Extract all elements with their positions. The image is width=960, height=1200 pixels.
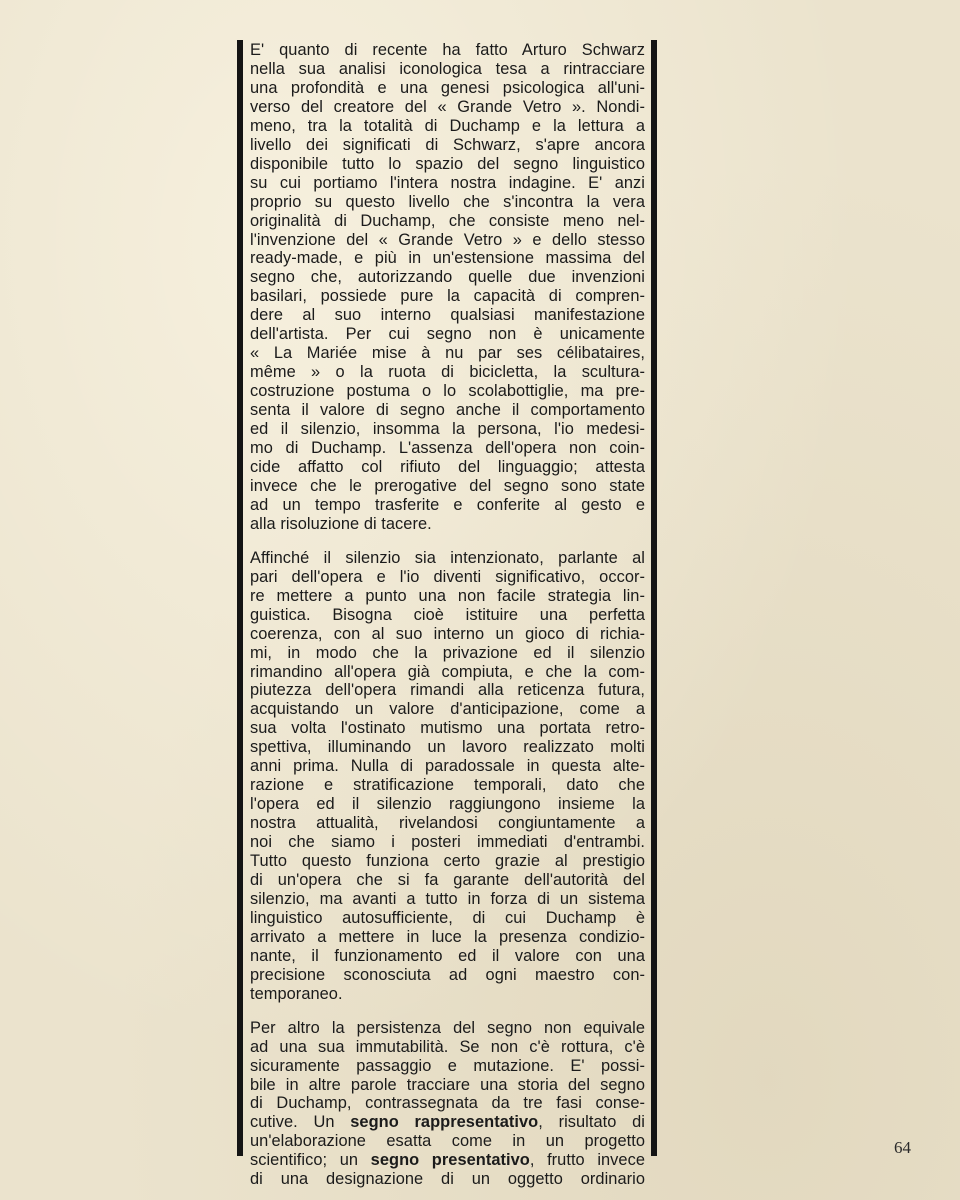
text-line: originalità di Duchamp, che consiste meno nel- bbox=[250, 211, 645, 230]
paragraph-2 bbox=[250, 549, 645, 1004]
text-line: arrivato a mettere in luce la presenza condizio- bbox=[250, 927, 645, 946]
text-fragment: , frutto invece bbox=[529, 1151, 645, 1170]
text-line: nostra attualità, rivelandosi congiuntamente a bbox=[250, 814, 645, 833]
text-line: Affinché il silenzio sia intenzionato, parlante al bbox=[250, 548, 645, 567]
text-line: segno che, autorizzando quelle due invenzioni bbox=[250, 268, 645, 287]
text-line: alla risoluzione di tacere. bbox=[250, 514, 432, 533]
text-line: noi che siamo i posteri immediati d'entrambi. bbox=[250, 833, 645, 852]
text-line: ready-made, e più in un'estensione massima del bbox=[250, 249, 645, 268]
text-line: senta il valore di segno anche il comportamento bbox=[250, 401, 645, 420]
text-line: una profondità e una genesi psicologica all'uni- bbox=[250, 78, 645, 97]
text-line: nante, il funzionamento ed il valore con una bbox=[250, 946, 645, 965]
text-line: Per altro la persistenza del segno non equivale bbox=[250, 1018, 645, 1037]
text-line: meno, tra la totalità di Duchamp e la lettura a bbox=[250, 116, 645, 135]
paragraph-3 bbox=[250, 1019, 645, 1190]
text-line: di una designazione di un oggetto ordinario bbox=[250, 1170, 645, 1189]
text-line: mi, in modo che la privazione ed il silenzio bbox=[250, 643, 645, 662]
bold-term: segno presentativo bbox=[370, 1151, 530, 1170]
text-line-with-term bbox=[250, 1151, 645, 1170]
text-line: l'opera ed il silenzio raggiungono insieme la bbox=[250, 795, 645, 814]
text-line: di Duchamp, contrassegnata da tre fasi conse- bbox=[250, 1094, 645, 1113]
text-line: sicuramente passaggio e mutazione. E' possi- bbox=[250, 1056, 645, 1075]
bold-term: segno rappresentativo bbox=[350, 1113, 539, 1132]
text-line: su cui portiamo l'intera nostra indagine. E' anzi bbox=[250, 173, 645, 192]
text-line: re mettere a punto una non facile strategia lin- bbox=[250, 586, 645, 605]
text-line: bile in altre parole tracciare una storia del segno bbox=[250, 1075, 645, 1094]
text-line: proprio su questo livello che s'incontra la vera bbox=[250, 192, 645, 211]
text-line: « La Mariée mise à nu par ses célibataires, bbox=[250, 344, 645, 363]
text-line: ad una sua immutabilità. Se non c'è rottura, c'è bbox=[250, 1037, 645, 1056]
text-line: cide affatto col rifiuto del linguaggio; attesta bbox=[250, 457, 645, 476]
text-line: spettiva, illuminando un lavoro realizzato molti bbox=[250, 738, 645, 757]
text-line-with-term bbox=[250, 1113, 645, 1132]
text-line: guistica. Bisogna cioè istituire una perfetta bbox=[250, 605, 645, 624]
text-line: precisione sconosciuta ad ogni maestro con- bbox=[250, 965, 645, 984]
text-line: razione e stratificazione temporali, dato che bbox=[250, 776, 645, 795]
text-line: verso del creatore del « Grande Vetro ». Nondi- bbox=[250, 97, 645, 116]
text-line: silenzio, ma avanti a tutto in forza di un sistema bbox=[250, 889, 645, 908]
text-line: nella sua analisi iconologica tesa a rintracciare bbox=[250, 59, 645, 78]
text-line: rimandino all'opera già compiuta, e che la com- bbox=[250, 662, 645, 681]
text-line: ad un tempo trasferite e conferite al gesto e bbox=[250, 495, 645, 514]
text-line: même » o la ruota di bicicletta, la scultura- bbox=[250, 363, 645, 382]
text-line: dere al suo interno qualsiasi manifestazione bbox=[250, 306, 645, 325]
text-line: basilari, possiede pure la capacità di compren- bbox=[250, 287, 645, 306]
text-line: un'elaborazione esatta come in un progetto bbox=[250, 1132, 645, 1151]
text-fragment: , risultato di bbox=[538, 1113, 645, 1132]
text-line: mo di Duchamp. L'assenza dell'opera non coin- bbox=[250, 439, 645, 458]
text-line: ed il silenzio, insomma la persona, l'io medesi- bbox=[250, 420, 645, 439]
text-column bbox=[237, 40, 657, 1189]
text-line: Tutto questo funziona certo grazie al prestigio bbox=[250, 852, 645, 871]
text-fragment: scientifico; un bbox=[250, 1151, 359, 1170]
text-line: coerenza, con al suo interno un gioco di richia- bbox=[250, 624, 645, 643]
text-line: sua volta l'ostinato mutismo una portata retro- bbox=[250, 719, 645, 738]
text-line: E' quanto di recente ha fatto Arturo Schwarz bbox=[250, 41, 645, 59]
text-line: disponibile tutto lo spazio del segno linguistico bbox=[250, 154, 645, 173]
text-line: costruzione postuma o lo scolabottiglie, ma pre- bbox=[250, 382, 645, 401]
text-line: temporaneo. bbox=[250, 984, 343, 1003]
text-line: invece che le prerogative del segno sono state bbox=[250, 476, 645, 495]
text-line: piutezza dell'opera rimandi alla reticenza futura, bbox=[250, 681, 645, 700]
text-line: pari dell'opera e l'io diventi significativo, occor- bbox=[250, 567, 645, 586]
text-line: linguistico autosufficiente, di cui Duchamp è bbox=[250, 908, 645, 927]
text-line: livello dei significati di Schwarz, s'apre ancora bbox=[250, 135, 645, 154]
page-number: 64 bbox=[894, 1138, 911, 1157]
text-line: l'invenzione del « Grande Vetro » e dello stesso bbox=[250, 230, 645, 249]
text-line: dell'artista. Per cui segno non è unicamente bbox=[250, 325, 645, 344]
text-line: acquistando un valore d'anticipazione, come a bbox=[250, 700, 645, 719]
paragraph-1 bbox=[250, 41, 645, 534]
text-line: di un'opera che si fa garante dell'autorità del bbox=[250, 870, 645, 889]
text-line: anni prima. Nulla di paradossale in questa alte- bbox=[250, 757, 645, 776]
text-fragment: cutive. Un bbox=[250, 1113, 335, 1132]
